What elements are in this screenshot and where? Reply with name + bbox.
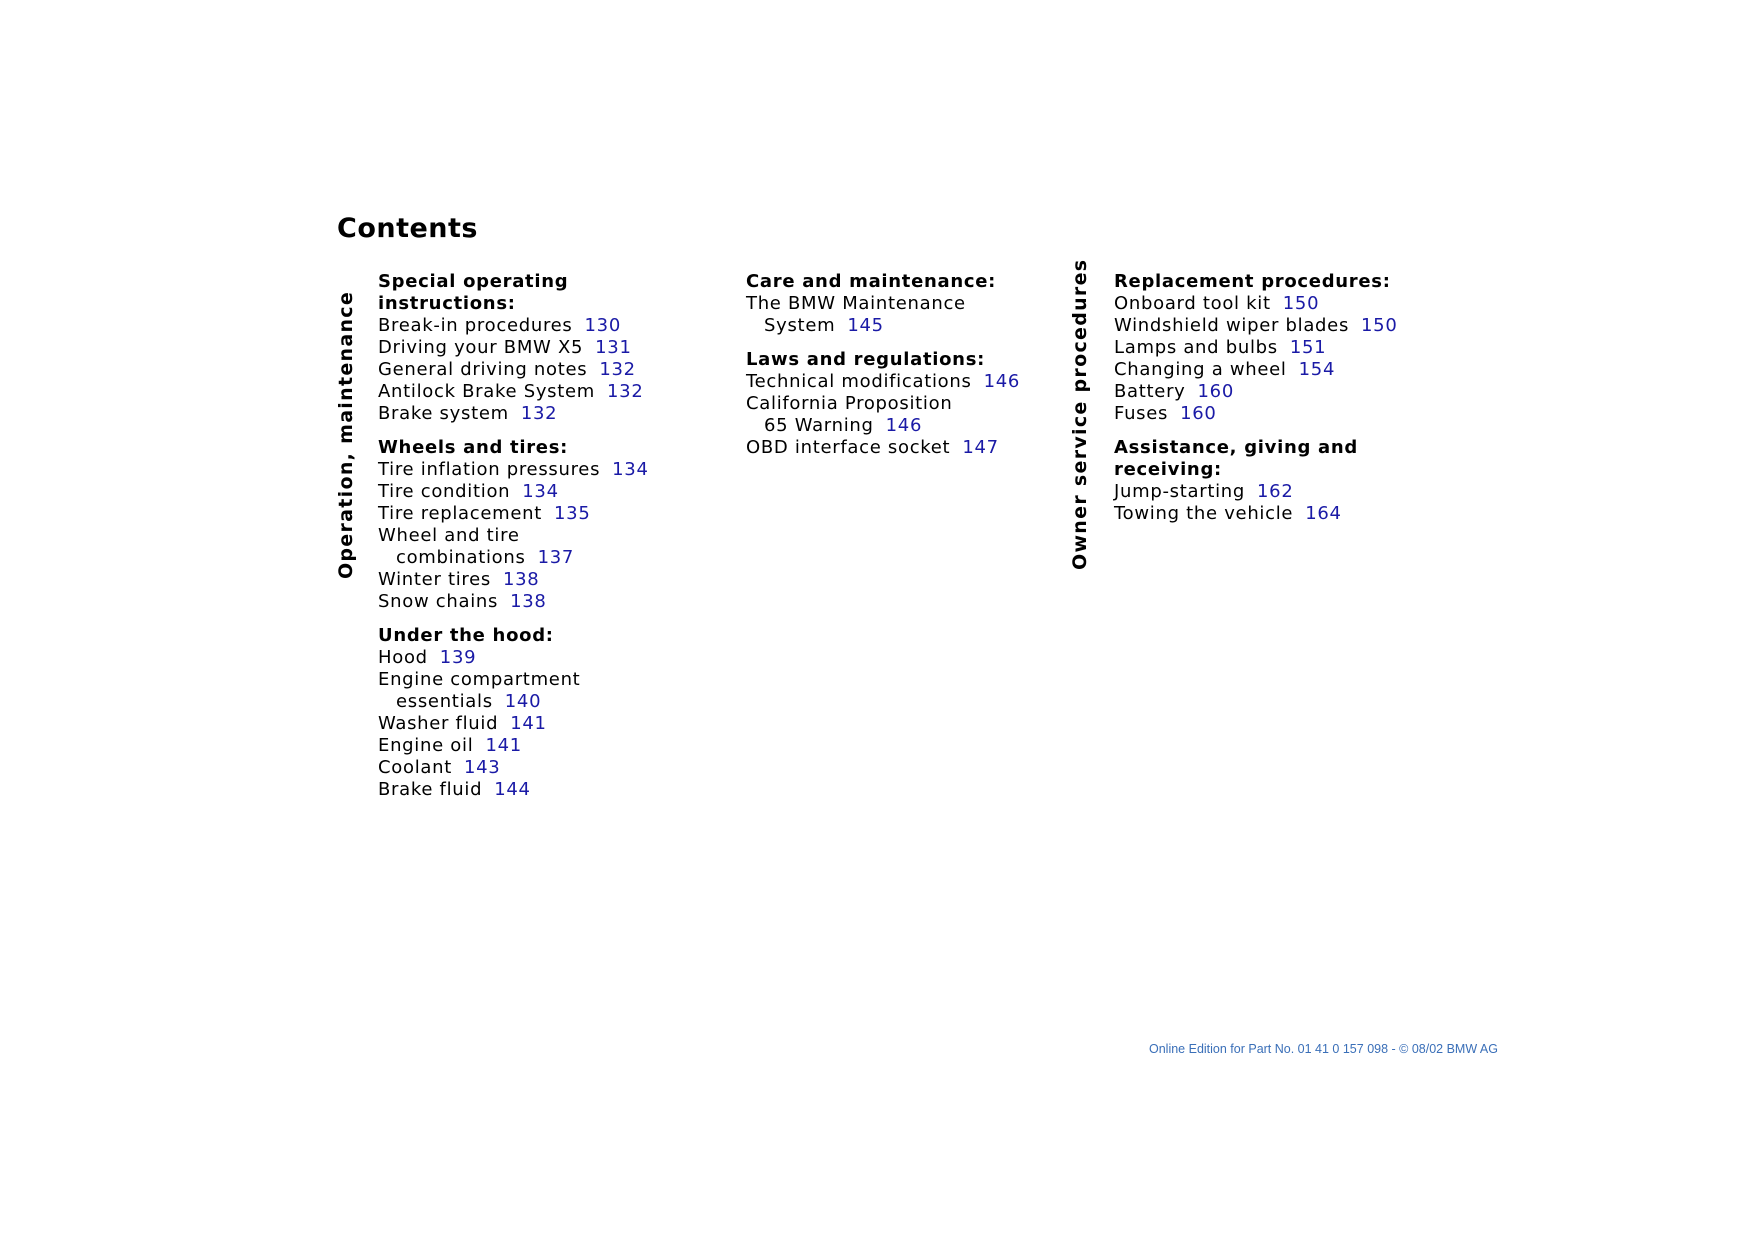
- toc-entry[interactable]: [746, 393, 1066, 437]
- toc-entry[interactable]: [378, 757, 708, 779]
- section-heading: Care and maintenance:: [746, 271, 997, 292]
- page-number-link[interactable]: 141: [485, 735, 522, 756]
- entry-title: Winter tires: [378, 569, 491, 590]
- toc-entry[interactable]: [378, 503, 708, 525]
- page-number-link[interactable]: 132: [607, 381, 644, 402]
- toc-column-3: [1114, 271, 1414, 537]
- page-number-link[interactable]: 132: [599, 359, 636, 380]
- page-number-link[interactable]: 140: [504, 691, 542, 712]
- page-number-link[interactable]: 151: [1289, 337, 1327, 358]
- page-number-link[interactable]: 164: [1305, 503, 1342, 524]
- toc-entry[interactable]: [378, 381, 708, 403]
- entry-title: Towing the vehicle: [1114, 503, 1294, 524]
- entry-title: General driving notes: [378, 359, 588, 380]
- section-heading: Assistance, giving and receiving:: [1114, 437, 1358, 480]
- section-heading: Special operating instructions:: [378, 271, 569, 314]
- entry-title: Technical modifications: [746, 371, 972, 392]
- toc-section: [378, 437, 708, 613]
- page-number-link[interactable]: 131: [595, 337, 632, 358]
- entry-title: Tire inflation pressures: [378, 459, 601, 480]
- page-number-link[interactable]: 162: [1257, 481, 1294, 502]
- toc-entry[interactable]: [378, 779, 708, 801]
- toc-entry[interactable]: [1114, 337, 1414, 359]
- toc-entry[interactable]: [378, 403, 708, 425]
- page-number-link[interactable]: 138: [510, 591, 547, 612]
- page-number-link[interactable]: 150: [1282, 293, 1320, 314]
- entry-title: Onboard tool kit: [1114, 293, 1271, 314]
- toc-entry[interactable]: [378, 735, 708, 757]
- entry-title: Washer fluid: [378, 713, 499, 734]
- page-number-link[interactable]: 143: [464, 757, 501, 778]
- entry-title-continuation: [746, 315, 1066, 337]
- toc-entry[interactable]: [378, 669, 708, 713]
- entry-title: Jump-starting: [1114, 481, 1246, 502]
- section-heading: Replacement procedures:: [1114, 271, 1391, 292]
- toc-entry[interactable]: [746, 437, 1066, 459]
- page-number-link[interactable]: 144: [494, 779, 531, 800]
- page-number-link[interactable]: 146: [885, 415, 923, 436]
- entry-title: California Proposition: [746, 393, 953, 414]
- entry-title-continuation-text: essentials: [396, 691, 493, 712]
- toc-entry[interactable]: [1114, 481, 1414, 503]
- page-number-link[interactable]: 137: [537, 547, 575, 568]
- page-number-link[interactable]: 154: [1298, 359, 1336, 380]
- entry-title-continuation: [378, 547, 708, 569]
- page-number-link[interactable]: 134: [522, 481, 559, 502]
- page-number-link[interactable]: 141: [510, 713, 547, 734]
- page-number-link[interactable]: 160: [1180, 403, 1217, 424]
- entry-title: Hood: [378, 647, 428, 668]
- toc-entry[interactable]: [378, 459, 708, 481]
- toc-entry[interactable]: [378, 337, 708, 359]
- toc-section: [746, 349, 1066, 459]
- page-number-link[interactable]: 147: [962, 437, 999, 458]
- toc-entry[interactable]: [1114, 403, 1414, 425]
- page-number-link[interactable]: 135: [554, 503, 591, 524]
- entry-title: The BMW Maintenance: [746, 293, 966, 314]
- page-number-link[interactable]: 146: [983, 371, 1021, 392]
- toc-entry[interactable]: [378, 315, 708, 337]
- entry-title: Driving your BMW X5: [378, 337, 584, 358]
- entry-title-continuation-text: System: [764, 315, 836, 336]
- page-number-link[interactable]: 134: [612, 459, 649, 480]
- entry-title: Antilock Brake System: [378, 381, 596, 402]
- entry-title: Battery: [1114, 381, 1186, 402]
- entry-title: Windshield wiper blades: [1114, 315, 1350, 336]
- toc-section: [378, 271, 708, 425]
- entry-title-continuation-text: combinations: [396, 547, 526, 568]
- toc-entry[interactable]: [746, 371, 1066, 393]
- entry-title: Fuses: [1114, 403, 1169, 424]
- toc-section: [1114, 437, 1414, 525]
- toc-section: [1114, 271, 1414, 425]
- toc-entry[interactable]: [378, 525, 708, 569]
- section-heading: Laws and regulations:: [746, 349, 986, 370]
- entry-title-continuation: [378, 691, 708, 713]
- toc-entry[interactable]: [378, 481, 708, 503]
- footer-edition-note: Online Edition for Part No. 01 41 0 157 098 - © 08/02 BMW AG: [1149, 1042, 1498, 1056]
- toc-entry[interactable]: [378, 647, 708, 669]
- entry-title: Tire condition: [378, 481, 511, 502]
- entry-title: Changing a wheel: [1114, 359, 1287, 380]
- toc-entry[interactable]: [378, 569, 708, 591]
- toc-entry[interactable]: [1114, 381, 1414, 403]
- toc-entry[interactable]: [378, 359, 708, 381]
- entry-title: Coolant: [378, 757, 452, 778]
- toc-entry[interactable]: [378, 713, 708, 735]
- toc-section: [378, 625, 708, 801]
- page-number-link[interactable]: 138: [502, 569, 540, 590]
- entry-title: Lamps and bulbs: [1114, 337, 1278, 358]
- section-heading: Under the hood:: [378, 625, 554, 646]
- toc-entry[interactable]: [378, 591, 708, 613]
- toc-entry[interactable]: [746, 293, 1066, 337]
- page-number-link[interactable]: 145: [847, 315, 884, 336]
- entry-title: Brake fluid: [378, 779, 483, 800]
- section-heading: Wheels and tires:: [378, 437, 569, 458]
- entry-title: Engine oil: [378, 735, 474, 756]
- toc-column-2: [746, 271, 1066, 471]
- side-label-owner-service: Owner service procedures: [1069, 258, 1091, 570]
- toc-entry[interactable]: [1114, 315, 1414, 337]
- entry-title: Wheel and tire: [378, 525, 520, 546]
- toc-section: [746, 271, 1066, 337]
- entry-title: Break-in procedures: [378, 315, 573, 336]
- page-number-link[interactable]: 150: [1361, 315, 1398, 336]
- page-title: Contents: [337, 213, 479, 244]
- page-number-link[interactable]: 130: [584, 315, 621, 336]
- entry-title: Brake system: [378, 403, 509, 424]
- entry-title-continuation: [746, 415, 1066, 437]
- page-number-link[interactable]: 160: [1197, 381, 1234, 402]
- entry-title-continuation-text: 65 Warning: [764, 415, 874, 436]
- entry-title: OBD interface socket: [746, 437, 951, 458]
- entry-title: Tire replacement: [378, 503, 543, 524]
- page-number-link[interactable]: 139: [439, 647, 477, 668]
- toc-entry[interactable]: [1114, 359, 1414, 381]
- page-number-link[interactable]: 132: [520, 403, 558, 424]
- side-label-operation-maintenance: Operation, maintenance: [335, 290, 357, 580]
- toc-entry[interactable]: [1114, 503, 1414, 525]
- entry-title: Engine compartment: [378, 669, 581, 690]
- entry-title: Snow chains: [378, 591, 499, 612]
- toc-entry[interactable]: [1114, 293, 1414, 315]
- toc-column-1: [378, 271, 708, 813]
